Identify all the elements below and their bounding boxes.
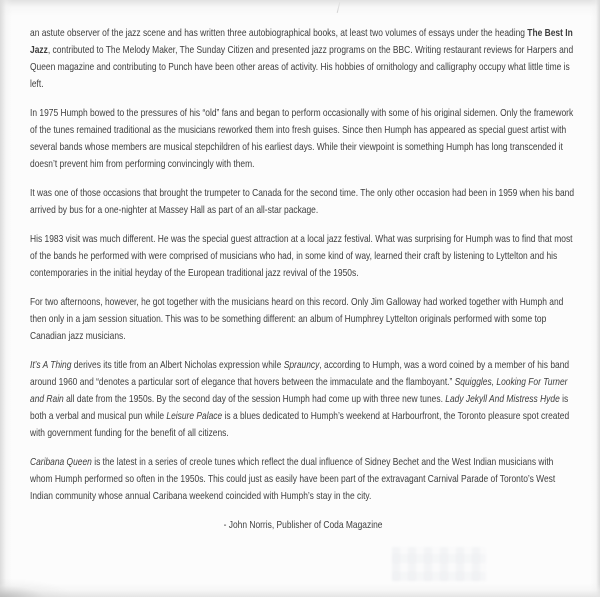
scan-edge-left xyxy=(0,0,12,597)
paragraph-7: Caribana Queen is the latest in a series of creole tunes which reflect the dual influence of Sidney Bechet and the West Indian musicians with whom Humph performed so often in the 1950s. This could just as easily have been part of the extravagant Carnival Parade of Toronto’s West Indian community whose annual Caribana weekend coincided with Humph’s stay in the city. xyxy=(30,456,556,502)
paragraph-6: It’s A Thing derives its title from an Albert Nicholas expression while Sprauncy, according to Humph, was a word coined by a member of his band around 1960 and “denotes a particular sort of elegance that hovers between the immaculate and the flamboyant.” Squiggles, Looking For Turner and Rain all date from the 1950s. By the second day of the session Humph had come up with three new tunes. Lady Jekyll And Mistress Hyde is both a verbal and musical pun while Leisure Palace is a blues dedicated to Humph’s weekend at Harbourfront, the Toronto pleasure spot created with government funding for the benefit of all citizens. xyxy=(30,359,570,439)
blurred-watermark xyxy=(392,547,486,581)
signature-line: - John Norris, Publisher of Coda Magazine xyxy=(223,519,383,531)
scan-edge-top xyxy=(0,0,600,16)
scan-corner-shadow xyxy=(0,579,70,597)
paragraph-3: It was one of those occasions that brought the trumpeter to Canada for the second time. The only other occasion had been in 1959 when his band arrived by bus for a one-nighter at Massey Hall as part of an all-star package. xyxy=(30,187,575,216)
scan-edge-bottom xyxy=(0,583,600,597)
scan-scratch-artifact xyxy=(337,2,341,13)
paragraph-2: In 1975 Humph bowed to the pressures of his “old” fans and began to perform occasionally with some of his original sidemen. Only the framework of the tunes remained traditional as the musicians reworked them into fresh guises. Since then Humph has appeared as special guest artist with several bands whose members are musical stepchildren of his earliest days. While their viewpoint is something Humph has long transcended it doesn’t prevent him from performing convincingly with them. xyxy=(30,107,574,170)
paragraph-1: an astute observer of the jazz scene and has written three autobiographical books, at least two volumes of essays under the heading The Best In Jazz, contributed to The Melody Maker, The Sunday Citizen and presented jazz programs on the BBC. Writing restaurant reviews for Harpers and Queen magazine and contributing to Punch have been other areas of activity. His hobbies of ornithology and calligraphy occupy what little time is left. xyxy=(30,27,574,90)
paragraph-4: His 1983 visit was much different. He was the special guest attraction at a local jazz festival. What was surprising for Humph was to find that most of the bands he performed with were comprised of musicians who had, in some kind of way, learned their craft by listening to Lyttelton and his contemporaries in the initial heyday of the European traditional jazz revival of the 1950s. xyxy=(30,233,573,279)
liner-notes-text xyxy=(30,25,576,546)
paragraph-5: For two afternoons, however, he got together with the musicians heard on this record. Only Jim Galloway had worked together with Humph and then only in a jam session situation. This was to be something different: an album of Humphrey Lyttelton originals performed with some top Canadian jazz musicians. xyxy=(30,296,564,342)
scan-edge-right xyxy=(590,0,600,597)
